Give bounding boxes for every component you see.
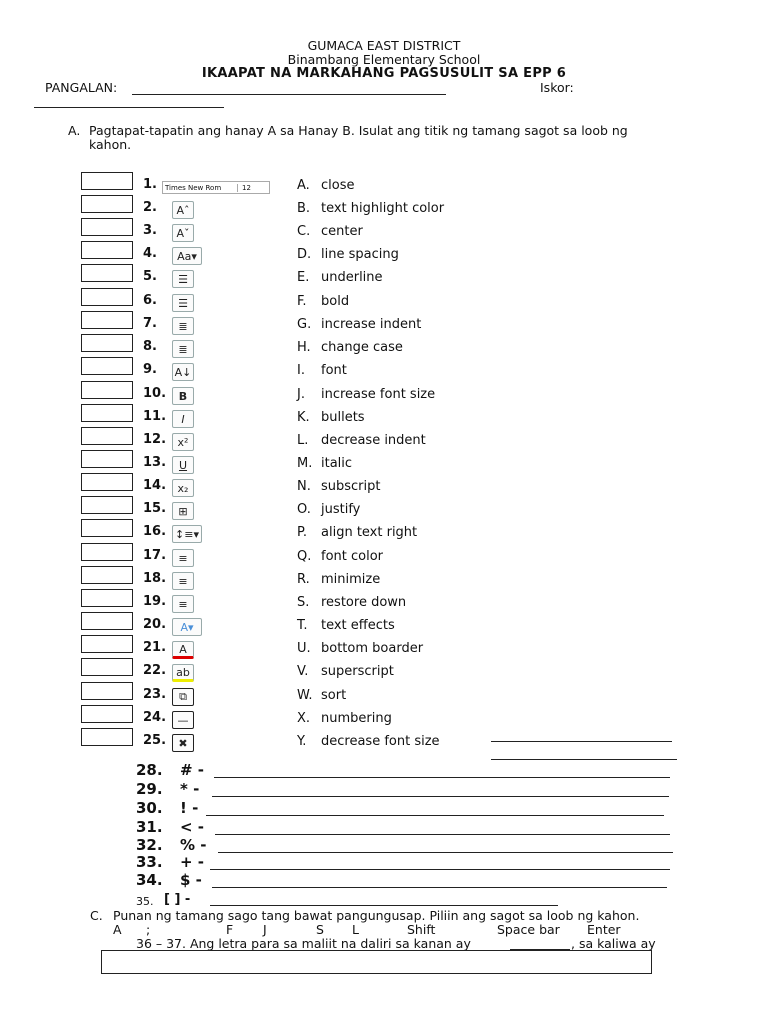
choice-letter: H. [297,340,311,355]
symbol-answer-line[interactable] [212,887,667,888]
answer-box-16[interactable] [81,519,133,537]
item-number: 7. [143,316,157,331]
item-number: 16. [143,524,167,539]
font-name-text: Times New Rom [163,184,238,192]
numbering-icon: ☰ [172,294,194,312]
symbol-char: * - [180,780,200,798]
answer-box-13[interactable] [81,450,133,468]
choice-text: bold [321,294,350,309]
score-label: Iskor: [540,80,574,95]
choice-letter: R. [297,572,310,587]
item-number: 6. [143,293,157,308]
choice-letter: X. [297,711,311,726]
name-line[interactable] [132,94,446,95]
choice-letter: L. [297,433,309,448]
bullets-icon: ☰ [172,270,194,288]
section-c-marker: C. [90,908,103,923]
increase-indent-icon: ≣ [172,340,194,358]
choice-letter: A. [297,178,310,193]
choice-text: align text right [321,525,418,540]
symbol-item-number: 31. [136,818,163,836]
item-number: 13. [143,455,167,470]
symbol-item-number: 33. [136,853,163,871]
shrink-font-icon: Aˇ [172,224,194,242]
answer-box-12[interactable] [81,427,133,445]
answer-line[interactable] [491,741,672,742]
question-36-37-tail: , sa kaliwa ay [571,936,656,951]
choice-letter: Y. [297,734,307,749]
item-number: 23. [143,687,167,702]
answer-box-25[interactable] [81,728,133,746]
choice-text: bullets [321,410,365,425]
choice-text: increase font size [321,387,436,402]
item-number: 15. [143,501,167,516]
answer-box-6[interactable] [81,288,133,306]
answer-box-15[interactable] [81,496,133,514]
choice-letter: M. [297,456,313,471]
bold-icon: B [172,387,194,405]
choice-text: subscript [321,479,381,494]
subscript-icon: x₂ [172,479,194,497]
symbol-item-number: 32. [136,836,163,854]
question-36-37: 36 – 37. Ang letra para sa maliit na daliri sa kanan ay [136,936,471,951]
item-number: 20. [143,617,167,632]
symbol-char: $ - [180,871,202,889]
item-number: 4. [143,246,157,261]
answer-box-9[interactable] [81,357,133,375]
district-name: GUMACA EAST DISTRICT [307,38,461,53]
font-name-dropdown-icon [162,181,270,194]
symbol-char: # - [180,761,205,779]
choice-letter: S. [297,595,310,610]
answer-box-2[interactable] [81,195,133,213]
item-number: 10. [143,386,167,401]
borders-icon: ⊞ [172,502,194,520]
choice-text: decrease font size [321,734,440,749]
choice-text: underline [321,270,383,285]
answer-box-24[interactable] [81,705,133,723]
choice-letter: J. [297,387,305,402]
section-a-marker: A. [68,123,81,138]
italic-icon: I [172,410,194,428]
item-number: 8. [143,339,157,354]
answer-box-21[interactable] [81,635,133,653]
item-number: 2. [143,200,157,215]
choice-text: line spacing [321,247,399,262]
minimize-icon: — [172,711,194,729]
name-label: PANGALAN: [45,80,118,95]
symbol-answer-line[interactable] [214,777,670,778]
section-a-instruction-cont: kahon. [89,137,132,152]
choice-letter: T. [297,618,308,633]
choice-text: increase indent [321,317,422,332]
choice-letter: C. [297,224,311,239]
choice-text: bottom boarder [321,641,424,656]
symbol-char: % - [180,836,207,854]
answer-line[interactable] [491,759,677,760]
font-size-text: 12 [242,183,251,192]
choice-letter: N. [297,479,311,494]
symbol-item-number: 28. [136,761,163,779]
answer-box-8[interactable] [81,334,133,352]
choice-text: font color [321,549,384,564]
line-spacing-icon: ↕≡▾ [172,525,202,543]
item-number: 12. [143,432,167,447]
item-number: 1. [143,177,157,192]
choice-text: restore down [321,595,407,610]
choice-text: font [321,363,347,378]
item-number: 17. [143,548,167,563]
symbol-item-number: 34. [136,871,163,889]
answer-box-14[interactable] [81,473,133,491]
choice-letter: P. [297,525,307,540]
justify-icon: ≡ [172,549,194,567]
symbol-char: + - [180,853,205,871]
close-icon: ✖ [172,734,194,752]
choice-text: center [321,224,363,239]
key-choice: A [113,922,122,937]
item-number: 18. [143,571,167,586]
restore-down-icon: ⧉ [172,688,194,706]
answer-box-18[interactable] [81,566,133,584]
key-choice: S [316,922,324,937]
answer-box-19[interactable] [81,589,133,607]
choice-letter: B. [297,201,311,216]
text-effects-icon: A▾ [172,618,202,636]
choice-text: sort [321,688,347,703]
answer-box-5[interactable] [81,264,133,282]
choice-letter: V. [297,664,309,679]
item-35-answer-line[interactable] [210,905,558,906]
decrease-indent-icon: ≣ [172,317,194,335]
symbol-answer-line[interactable] [210,869,670,870]
choice-text: decrease indent [321,433,426,448]
symbol-item-number: 29. [136,780,163,798]
item-number: 22. [143,663,167,678]
choice-letter: U. [297,641,311,656]
choice-letter: W. [297,688,313,703]
symbol-char: < - [180,818,205,836]
key-choice: ; [146,922,151,937]
change-case-icon: Aa▾ [172,247,202,265]
key-choice: Shift [407,922,436,937]
choice-letter: K. [297,410,310,425]
item-number: 24. [143,710,167,725]
item-35-number: 35. [136,895,154,908]
font-color-icon: A [172,641,194,659]
choice-text: close [321,178,355,193]
center-align-icon: ≡ [172,595,194,613]
choice-letter: Q. [297,549,312,564]
choice-letter: F. [297,294,307,309]
answer-box-4[interactable] [81,241,133,259]
exam-title: IKAAPAT NA MARKAHANG PAGSUSULIT SA EPP 6 [201,66,567,81]
choice-letter: D. [297,247,312,262]
highlight-color-icon: ab [172,664,194,682]
choice-text: justify [321,502,361,517]
choice-text: text highlight color [321,201,445,216]
key-choice: J [263,922,267,937]
symbol-answer-line[interactable] [218,852,673,853]
answer-box-22[interactable] [81,658,133,676]
symbol-item-number: 30. [136,799,163,817]
choice-text: superscript [321,664,394,679]
symbol-answer-line[interactable] [212,796,669,797]
symbol-answer-line[interactable] [215,834,670,835]
item-number: 25. [143,733,167,748]
answer-box-1[interactable] [81,172,133,190]
key-choice: F [226,922,234,937]
underline-icon: U [172,456,194,474]
answer-box-20[interactable] [81,612,133,630]
choice-text: change case [321,340,403,355]
section-c-instruction: Punan ng tamang sago tang bawat pangungusap. Piliin ang sagot sa loob ng kahon. [113,908,640,923]
choice-text: numbering [321,711,392,726]
key-choice: L [352,922,359,937]
answer-box-10[interactable] [81,381,133,399]
choice-letter: I. [297,363,305,378]
section-a-instruction: Pagtapat-tapatin ang hanay A sa Hanay B. Isulat ang titik ng tamang sagot sa loob ng [89,123,628,138]
choice-text: minimize [321,572,381,587]
answer-box-17[interactable] [81,543,133,561]
item-number: 5. [143,269,157,284]
symbol-char: ! - [180,799,199,817]
choice-text: text effects [321,618,395,633]
choice-letter: G. [297,317,312,332]
superscript-icon: x² [172,433,194,451]
choice-letter: O. [297,502,311,517]
school-name: Binambang Elementary School [287,52,481,67]
item-number: 21. [143,640,167,655]
answer-box-3[interactable] [81,218,133,236]
answer-box-7[interactable] [81,311,133,329]
score-line[interactable] [34,107,224,108]
item-number: 9. [143,362,157,377]
key-choice: Space bar [497,922,560,937]
align-right-icon: ≡ [172,572,194,590]
grow-font-icon: Aˆ [172,201,194,219]
item-number: 11. [143,409,167,424]
item-number: 14. [143,478,167,493]
answer-box-11[interactable] [81,404,133,422]
answer-box[interactable] [101,950,652,974]
item-35-symbol: [ ] - [164,892,191,907]
item-number: 3. [143,223,157,238]
choice-letter: E. [297,270,310,285]
item-number: 19. [143,594,167,609]
key-choice: Enter [587,922,621,937]
answer-box-23[interactable] [81,682,133,700]
choice-text: italic [321,456,353,471]
symbol-answer-line[interactable] [206,815,664,816]
sort-icon: A↓ [172,363,194,381]
